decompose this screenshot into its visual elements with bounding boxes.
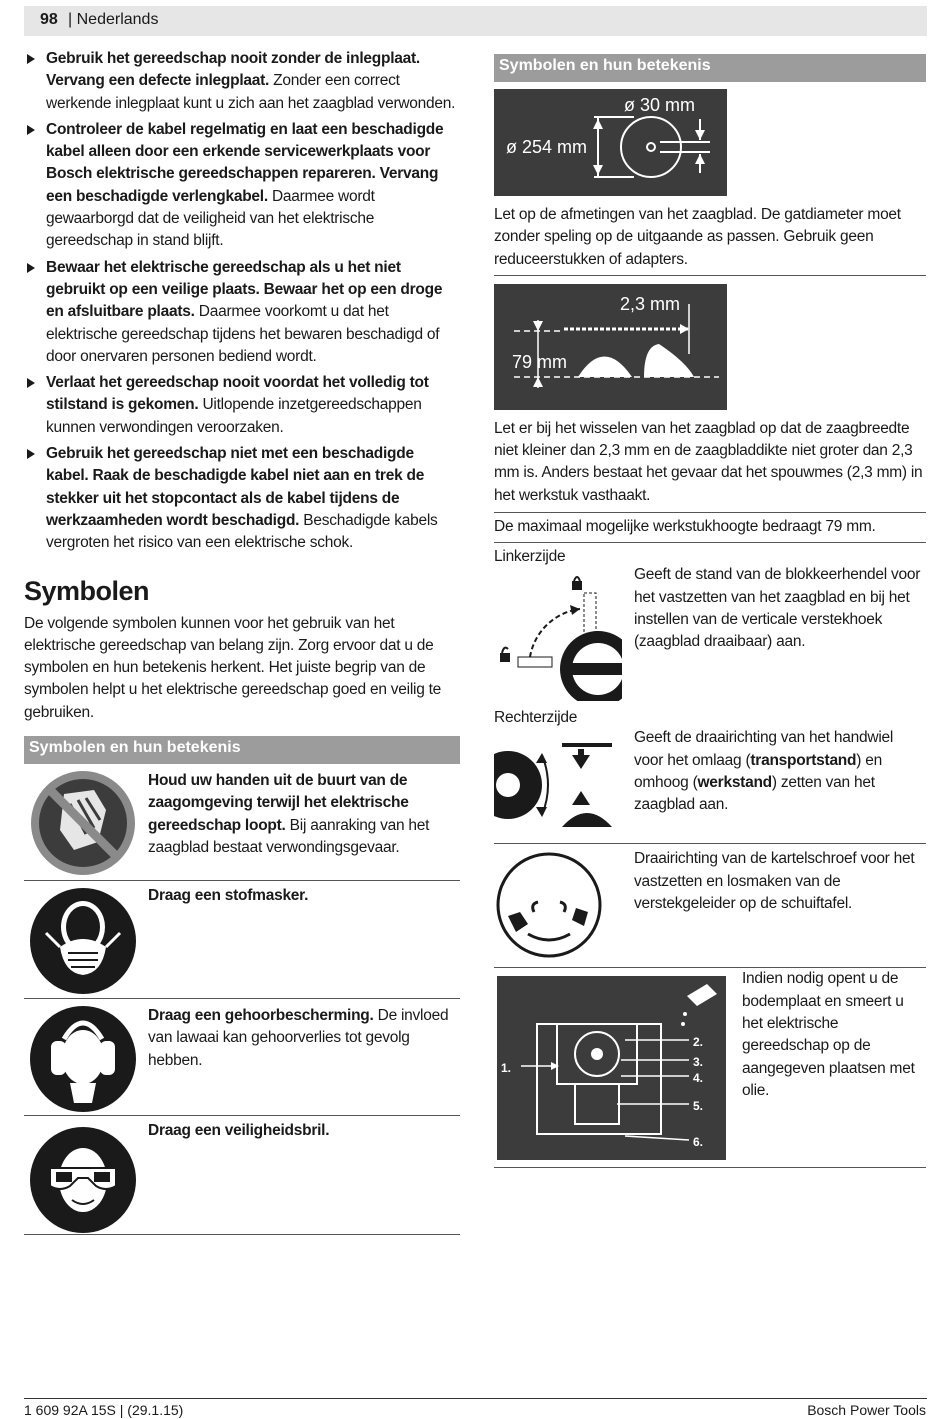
dust-mask-icon bbox=[24, 881, 144, 998]
work-position: werkstand bbox=[697, 773, 772, 791]
bullet-arrow-icon bbox=[27, 449, 35, 459]
symbol-desc: De invloed van lawaai kan gehoorverlies tot gevolg hebben. bbox=[148, 1007, 449, 1069]
bullet-bold: Gebruik het gereedschap nooit zonder de inlegplaat. Vervang een defecte inlegplaat. bbox=[46, 50, 420, 90]
safety-glasses-icon bbox=[24, 1116, 144, 1234]
blade-bore-diameter: ø 30 mm bbox=[624, 95, 696, 115]
transport-position: transportstand bbox=[750, 751, 857, 769]
symbols-table-title-right: Symbolen en hun betekenis bbox=[494, 54, 926, 82]
knurl-text: Draairichting van de kartelschroef voor het vastzetten en losmaken van de verstekgeleider op de schuiftafel. bbox=[634, 850, 915, 912]
oil-label-2: 2. bbox=[693, 1035, 704, 1050]
symbol-bold: Draag een gehoorbescherming. bbox=[148, 1007, 374, 1025]
language-name: Nederlands bbox=[76, 11, 159, 28]
symbol-desc: Bij aanraking van het zaagblad bestaat verwondingsgevaar. bbox=[148, 816, 430, 856]
symbol-row bbox=[24, 999, 460, 1116]
blade-dimensions-figure bbox=[494, 89, 727, 196]
symbol-bold: Houd uw handen uit de buurt van de zaagomgeving terwijl het elektrische gereedschap loopt. bbox=[148, 772, 409, 834]
table-end-rule bbox=[494, 1167, 926, 1168]
handwheel-text-1: Geeft de draairichting van het handwiel voor het omlaag ( bbox=[634, 729, 894, 769]
lubrication-figure bbox=[497, 976, 726, 1160]
oil-label-4: 4. bbox=[693, 1071, 704, 1086]
left-side-block bbox=[494, 542, 926, 707]
symbol-bold: Draag een veiligheidsbril. bbox=[148, 1122, 330, 1140]
bullet-bold: Gebruik het gereedschap niet met een beschadigde kabel. Raak de beschadigde kabel niet aan en trek de stekker uit het stopcontact als de kabel tijdens de werkzaamheden wordt beschadigd. bbox=[46, 445, 425, 529]
bullet-text: Beschadigde kabels vergroten het risico van een elektrische schok. bbox=[46, 511, 438, 552]
left-column bbox=[24, 48, 460, 1235]
safety-bullet bbox=[24, 257, 460, 368]
width-block bbox=[494, 275, 926, 507]
blade-width-text: Let er bij het wisselen van het zaagblad op dat de zaagbreedte niet kleiner dan 2,3 mm en de zaagbladdikte niet groter dan 2,3 mm is. Anders bestaat het gevaar dat het spouwmes (2,3 mm) in het werkstuk vasthaakt. bbox=[494, 419, 923, 504]
knurl-block bbox=[494, 843, 926, 967]
bullet-arrow-icon bbox=[27, 378, 35, 388]
bullet-text: Daarmee wordt gewaarborgd dat de veiligheid van het elektrische gereedschap in stand blijft. bbox=[46, 187, 375, 250]
blade-thickness-label: 2,3 mm bbox=[620, 293, 681, 314]
bullet-text: Daarmee voorkomt u dat het elektrische gereedschap tijdens het bewaren beschadigd of door onervaren personen bediend wordt. bbox=[46, 303, 440, 365]
section-heading: Symbolen bbox=[24, 575, 150, 606]
safety-bullet bbox=[24, 372, 460, 439]
handwheel-text-2: ) en omhoog ( bbox=[634, 751, 882, 791]
lock-lever-icon bbox=[494, 571, 622, 701]
safety-bullet bbox=[24, 443, 460, 554]
oil-label-5: 5. bbox=[693, 1099, 704, 1114]
bullet-text: Uitlopende inzetgereedschappen kunnen verwondingen veroorzaken. bbox=[46, 396, 422, 436]
symbols-intro: De volgende symbolen kunnen voor het gebruik van het elektrische gereedschap van belang zijn. Zorg ervoor dat u de symbolen en hun betekenis herkent. Het juiste begrip van de symbolen helpt u het elektrische gereedschap goed en veilig te gebruiken. bbox=[24, 614, 442, 721]
footer-brand: Bosch Power Tools bbox=[807, 1402, 926, 1418]
handwheel-direction-icon bbox=[494, 735, 622, 835]
bullet-arrow-icon bbox=[27, 125, 35, 135]
blade-dimensions-text: Let op de afmetingen van het zaagblad. De gatdiameter moet zonder speling op de uitgaande as passen. Gebruik geen reduceerstukken of adapters. bbox=[494, 206, 901, 268]
language-label: | Nederlands bbox=[68, 11, 159, 28]
symbol-row bbox=[24, 881, 460, 999]
right-column bbox=[494, 54, 926, 1168]
oil-block bbox=[494, 967, 926, 1167]
symbol-row bbox=[24, 764, 460, 881]
right-side-label: Rechterzijde bbox=[494, 709, 578, 727]
ear-protection-icon bbox=[24, 999, 144, 1115]
oil-text: Indien nodig opent u de bodemplaat en smeert u het elektrische gereedschap op de aangegeven plaatsen met olie. bbox=[742, 970, 915, 1099]
max-height-block bbox=[494, 512, 926, 538]
bullet-bold: Verlaat het gereedschap nooit voordat het volledig tot stilstand is gekomen. bbox=[46, 374, 429, 414]
blade-outer-diameter: ø 254 mm bbox=[506, 137, 588, 157]
oil-label-1: 1. bbox=[501, 1061, 512, 1076]
handwheel-text-3: ) zetten van het zaagblad aan. bbox=[634, 773, 875, 814]
footer-doc-number: 1 609 92A 15S | (29.1.15) bbox=[24, 1402, 184, 1418]
handwheel-text bbox=[634, 727, 926, 816]
bullet-arrow-icon bbox=[27, 263, 35, 273]
symbol-text bbox=[144, 881, 308, 998]
max-height-label: 79 mm bbox=[512, 351, 568, 372]
safety-bullet bbox=[24, 48, 460, 115]
knurl-screw-icon bbox=[494, 850, 604, 960]
page-header bbox=[24, 6, 927, 36]
oil-label-3: 3. bbox=[693, 1055, 704, 1070]
page-number: 98 bbox=[40, 11, 58, 28]
symbol-text bbox=[144, 764, 460, 880]
no-hands-icon bbox=[24, 764, 144, 880]
safety-bullet bbox=[24, 119, 460, 253]
bullet-bold: Controleer de kabel regelmatig en laat een beschadigde kabel alleen door een erkende servicewerkplaats voor Bosch elektrische gereedschappen repareren. Vervang een beschadigde verlengkabel. bbox=[46, 120, 444, 205]
symbols-table-title: Symbolen en hun betekenis bbox=[24, 736, 460, 764]
bullet-arrow-icon bbox=[27, 54, 35, 64]
symbol-text bbox=[144, 999, 460, 1115]
left-side-text: Geeft de stand van de blokkeerhendel voor het vastzetten van het zaagblad en bij het instellen van de verticale verstekhoek (zaagblad draaibaar) aan. bbox=[634, 566, 921, 651]
bullet-bold: Bewaar het elektrische gereedschap als u het niet gebruikt op een veilige plaats. Bewaar het op een droge en afsluitbare plaats. bbox=[46, 258, 443, 321]
bullet-text: Zonder een correct werkende inlegplaat kunt u zich aan het zaagblad verwonden. bbox=[46, 72, 456, 112]
right-side-block bbox=[494, 707, 926, 843]
symbol-bold: Draag een stofmasker. bbox=[148, 887, 309, 905]
max-height-text: De maximaal mogelijke werkstukhoogte bedraagt 79 mm. bbox=[494, 518, 876, 536]
blade-width-figure bbox=[494, 284, 727, 410]
footer-divider bbox=[24, 1398, 927, 1399]
symbol-text bbox=[144, 1116, 329, 1234]
oil-label-6: 6. bbox=[693, 1135, 704, 1150]
symbol-row bbox=[24, 1116, 460, 1235]
left-side-label: Linkerzijde bbox=[494, 548, 566, 566]
